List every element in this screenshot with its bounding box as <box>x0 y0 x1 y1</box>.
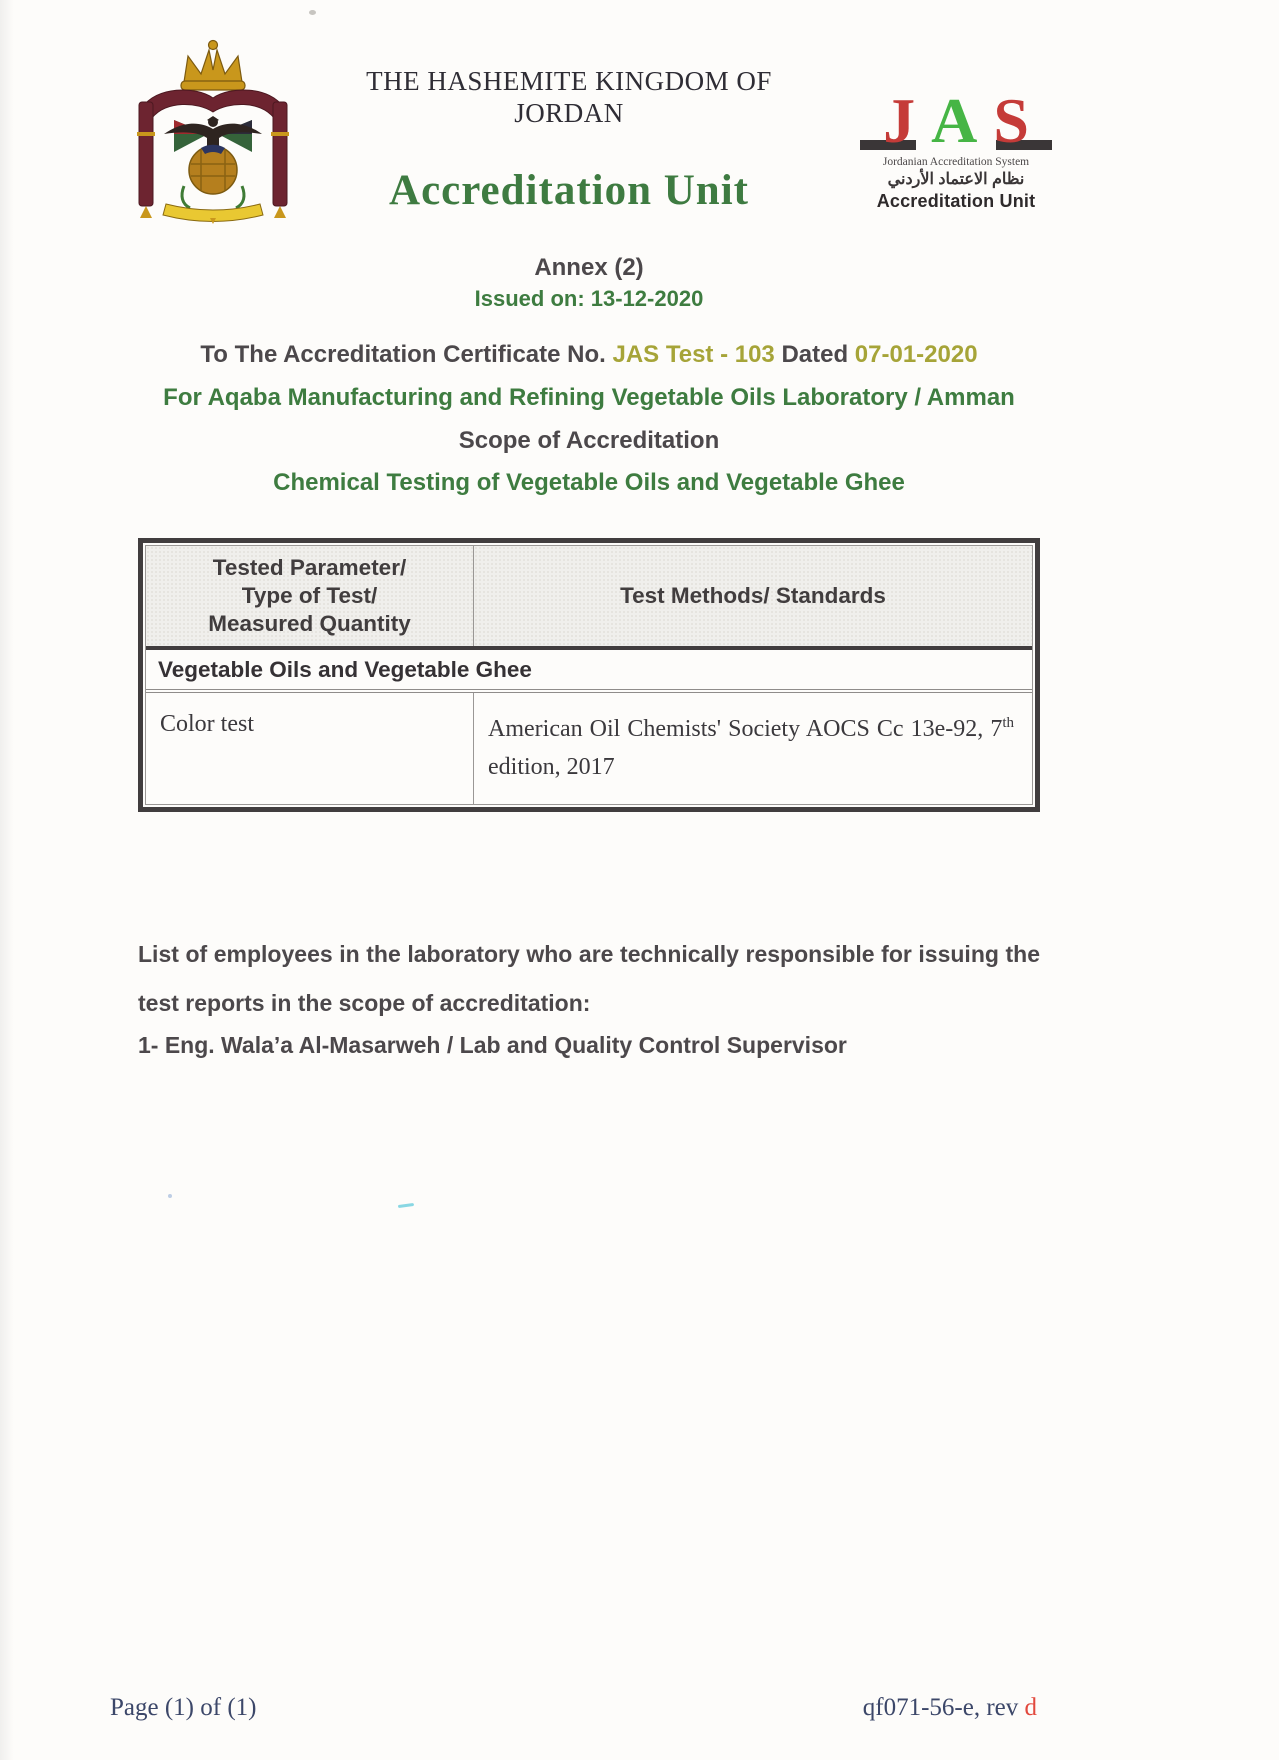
table-section-row: Vegetable Oils and Vegetable Ghee <box>158 657 532 683</box>
document-code: qf071-56-e, rev d <box>862 1694 1037 1721</box>
accreditation-unit-title: Accreditation Unit <box>389 166 749 214</box>
certificate-number: JAS Test - 103 <box>612 341 775 368</box>
header-parameter-line2: Type of Test/ <box>241 583 378 609</box>
jas-letter-j: J <box>883 85 916 157</box>
certificate-dated-label: Dated <box>774 341 855 368</box>
jas-letter-s: S <box>993 85 1029 157</box>
table-header-row <box>146 546 1032 650</box>
document-body <box>138 254 1040 1059</box>
certificate-line <box>138 341 1040 369</box>
method-text-rest: edition, 2017 <box>488 753 615 780</box>
jas-subtitle-arabic: نظام الاعتماد الأردني <box>887 171 1025 188</box>
table-header-parameter <box>146 546 473 646</box>
scan-artifact <box>398 1203 414 1208</box>
certificate-date: 07-01-2020 <box>854 341 978 368</box>
kingdom-title-line2: JORDAN <box>514 97 624 128</box>
page-number: Page (1) of (1) <box>110 1694 257 1721</box>
header-parameter-line1: Tested Parameter/ <box>212 555 407 580</box>
laboratory-name-line: For Aqaba Manufacturing and Refining Vegetable Oils Laboratory / Amman <box>163 384 1015 411</box>
certificate-prefix: To The Accreditation Certificate No. <box>200 341 613 368</box>
cell-method <box>473 693 1032 803</box>
method-text: American Oil Chemists' Society AOCS Cc 13e-92, 7 <box>488 716 1003 743</box>
method-superscript: th <box>1002 715 1014 732</box>
jas-unit-label: Accreditation Unit <box>876 191 1036 211</box>
page-footer <box>0 1694 1279 1722</box>
scope-table <box>138 538 1040 812</box>
cell-parameter: Color test <box>160 711 254 738</box>
jas-subtitle-english: Jordanian Accreditation System <box>882 156 1030 168</box>
employees-intro: List of employees in the laboratory who are technically responsible for issuing the test reports in the scope of accreditation: <box>138 940 1040 1017</box>
header-titles <box>318 66 820 215</box>
jas-logo-letters <box>858 80 1054 157</box>
table-header-methods: Test Methods/ Standards <box>473 546 1032 646</box>
jas-letter-a: A <box>931 85 978 157</box>
scan-artifact <box>309 10 316 15</box>
scan-artifact <box>168 1194 172 1198</box>
jordan-coat-of-arms-icon <box>122 36 304 228</box>
jas-logo <box>858 80 1054 212</box>
annex-title: Annex (2) <box>534 254 644 281</box>
issued-date-line: Issued on: 13-12-2020 <box>474 286 704 311</box>
kingdom-title-line1: THE HASHEMITE KINGDOM OF <box>366 66 772 96</box>
scope-subtitle: Chemical Testing of Vegetable Oils and Vegetable Ghee <box>273 469 905 496</box>
employee-item: 1- Eng. Wala’a Al-Masarweh / Lab and Quality Control Supervisor <box>138 1031 847 1058</box>
scope-title: Scope of Accreditation <box>458 427 720 454</box>
table-row <box>146 693 1032 803</box>
revision-letter: d <box>1024 1694 1037 1721</box>
header-parameter-line3: Measured Quantity <box>208 611 411 637</box>
scope-table-inner <box>145 545 1033 805</box>
page-header <box>0 0 1279 238</box>
